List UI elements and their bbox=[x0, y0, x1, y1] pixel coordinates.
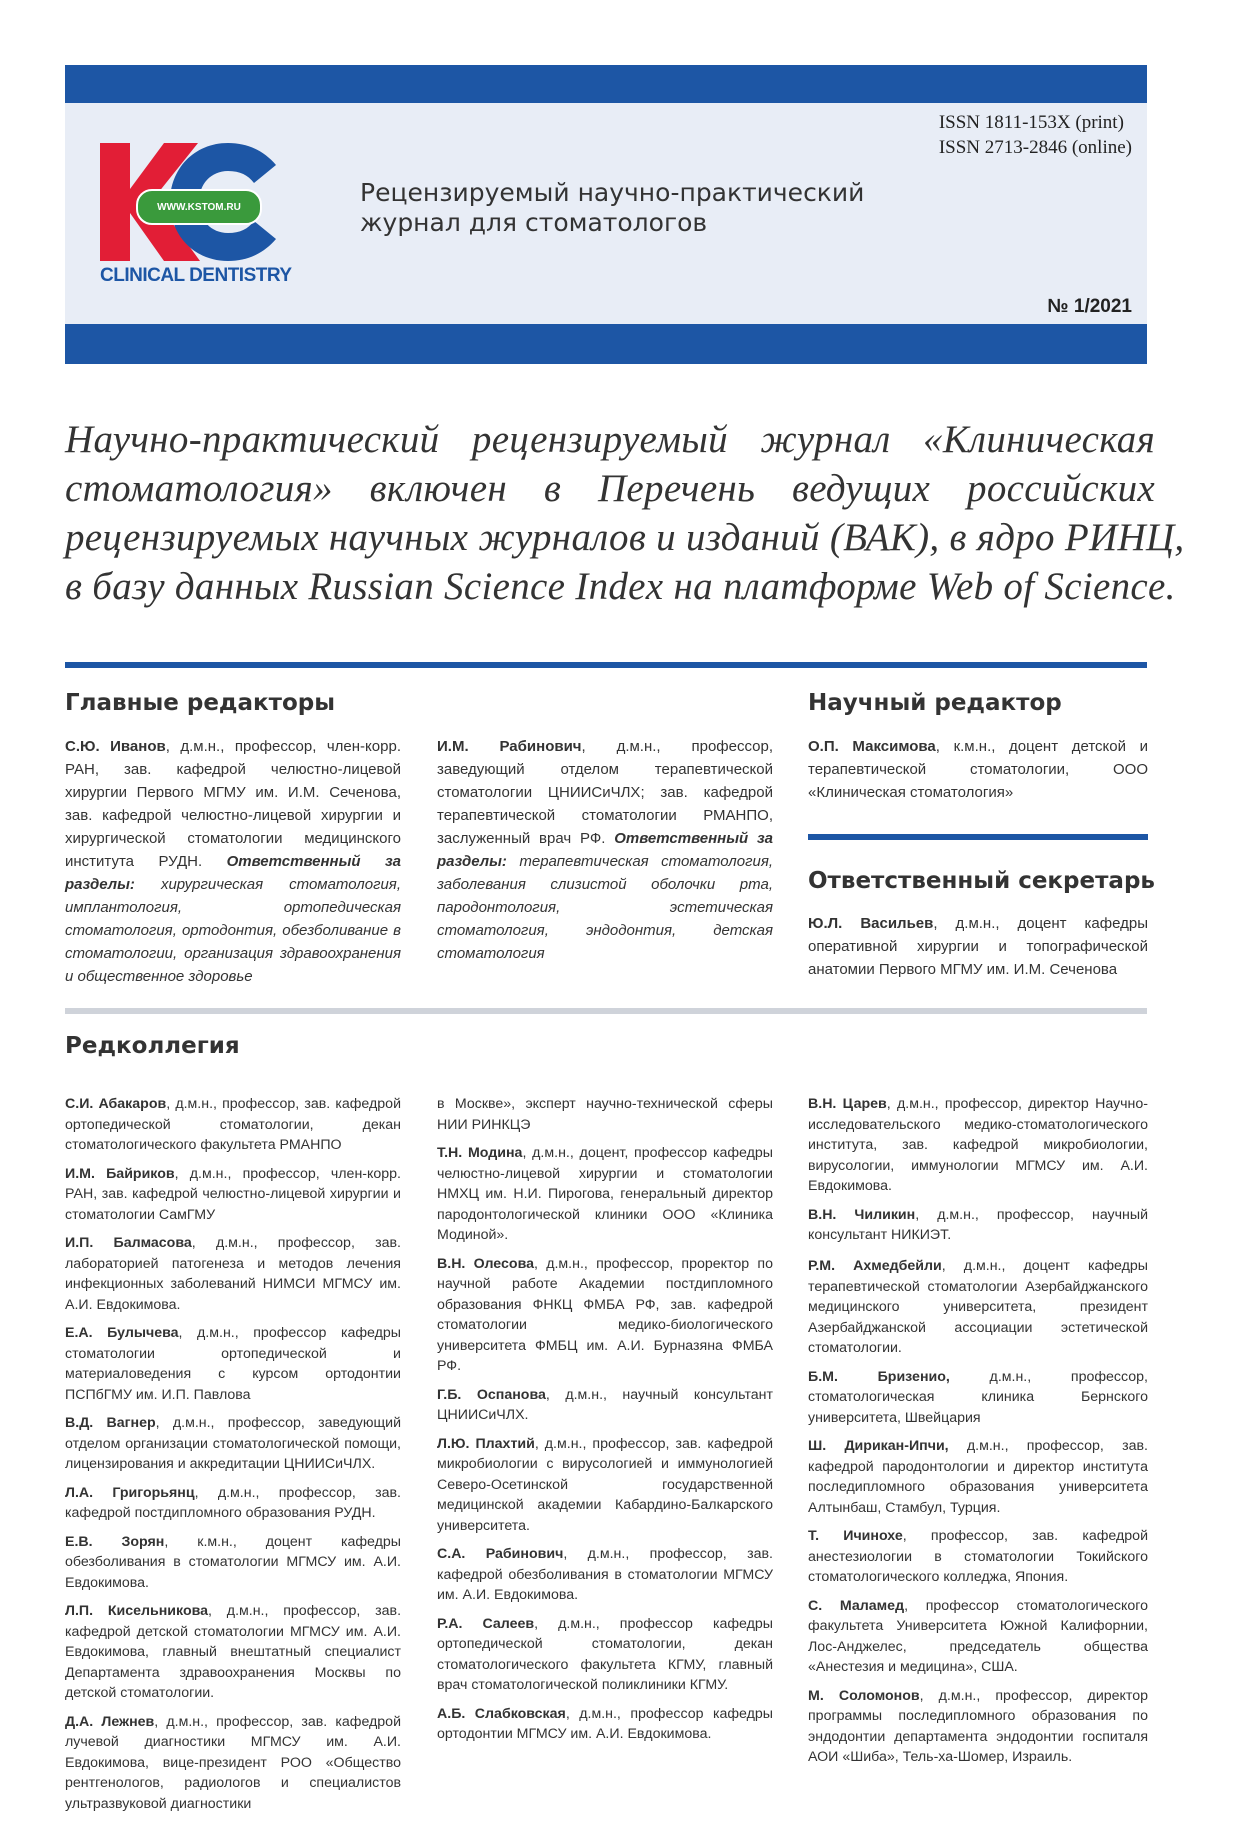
member-name: С. Маламед bbox=[808, 1597, 905, 1614]
member-name: Р.М. Ахмедбейли bbox=[808, 1258, 942, 1274]
board-member bbox=[437, 1385, 773, 1426]
editor-sections: хирургическая стоматология, имплантология, ортопедическая стоматология, ортодонтия, обезболивание в стоматологии, организация здравоохранения и общественное здоровье bbox=[65, 876, 401, 985]
member-description: , д.м.н., профессор, член-корр. РАН, зав. кафедрой челюстно-лицевой хирургии и стоматологии СамГМУ bbox=[65, 1165, 401, 1223]
member-name: В.Н. Царев bbox=[808, 1096, 887, 1112]
member-name: С.А. Рабинович bbox=[437, 1546, 564, 1562]
board-member bbox=[437, 1254, 773, 1377]
editor-sections: терапевтическая стоматология, заболевания слизистой оболочки рта, пародонтология, эстетическая стоматология, эндодонтия, детская стоматология bbox=[437, 853, 773, 962]
member-description: , д.м.н., профессор кафедры ортодонтии МГМСУ им. А.И. Евдокимова. bbox=[437, 1705, 773, 1742]
member-name: Е.В. Зорян bbox=[65, 1533, 165, 1550]
member-description: , д.м.н., профессор, зав. кафедрой обезболивания в стоматологии МГМСУ им. А.И. Евдокимова. bbox=[437, 1546, 774, 1603]
member-name: Р.А. Салеев bbox=[437, 1615, 535, 1632]
editor-name: О.П. Максимова bbox=[808, 738, 936, 755]
member-description: , к.м.н., доцент кафедры обезболивания в стоматологии МГМСУ им. А.И. Евдокимова. bbox=[65, 1533, 402, 1591]
board-member bbox=[437, 1143, 773, 1246]
member-description: , д.м.н., профессор, научный консультант НИКИЭТ. bbox=[808, 1206, 1148, 1243]
board-member bbox=[65, 1532, 401, 1594]
sections-label: Ответственный за разделы: bbox=[437, 830, 773, 870]
member-description: д.м.н., профессор, стоматологическая клиника Бернского университета, Швейцария bbox=[808, 1368, 1148, 1426]
member-name: Т. Ичинохе bbox=[808, 1528, 903, 1544]
member-name: Б.М. Бризенио, bbox=[808, 1368, 950, 1385]
issn-block bbox=[939, 110, 1132, 160]
board-column-2 bbox=[437, 1094, 773, 1753]
member-description: , д.м.н., профессор, зав. лабораторией патогенеза и методов лечения инфекционных заболеваний НИМСИ МГМСУ им. А.И. Евдокимова. bbox=[65, 1235, 401, 1313]
board-divider bbox=[65, 1008, 1147, 1014]
member-description: , д.м.н., профессор, зав. кафедрой лучевой диагностики МГМСУ им. А.И. Евдокимова, вице-президент РОО «Общество рентгенологов, радиологов и специалистов ультразвуковой диагностики bbox=[65, 1713, 402, 1812]
member-description: в Москве», эксперт научно-технической сферы НИИ РИНКЦЭ bbox=[437, 1096, 773, 1133]
member-name: Е.А. Булычева bbox=[65, 1325, 179, 1341]
member-name: В.Н. Чиликин bbox=[808, 1206, 916, 1223]
member-description: , д.м.н., профессор, проректор по научной работе Академии постдипломного образования ФНКЦ ФМБА РФ, зав. кафедрой стоматологии медико-биологического университета ФМБЦ им. А.И. Бурназяна ФМБА РФ. bbox=[437, 1255, 773, 1374]
board-member bbox=[808, 1205, 1148, 1246]
board-member bbox=[65, 1712, 401, 1815]
member-description: , д.м.н., профессор, зав. кафедрой детской стоматологии МГМСУ им. А.И. Евдокимова, главный внештатный специалист Департамента здравоохранения Москвы по детской стоматологии. bbox=[65, 1603, 402, 1701]
member-name: И.М. Байриков bbox=[65, 1165, 175, 1182]
board-member bbox=[65, 1164, 401, 1226]
member-name: С.И. Абакаров bbox=[65, 1096, 167, 1112]
member-description: , д.м.н., доцент, профессор кафедры челюстно-лицевой хирургии и стоматологии НМХЦ им. Н.И. Пирогова, генеральный директор пародонтологической клиники ООО «Клиника Модиной». bbox=[437, 1145, 773, 1243]
member-name: Л.П. Кисельникова bbox=[65, 1603, 209, 1619]
board-column-3 bbox=[808, 1094, 1148, 1254]
member-description: , д.м.н., профессор, заведующий отделом организации стоматологической помощи, лицензирования и аккредитации ЦНИИСиЧЛХ. bbox=[65, 1415, 401, 1472]
board-member bbox=[437, 1434, 773, 1537]
logo-title: CLINICAL DENTISTRY bbox=[100, 265, 292, 286]
member-description: , профессор стоматологического факультета Университета Южной Калифорнии, Лос-Анджелес, председатель общества «Анестезия и медицина», США. bbox=[808, 1597, 1148, 1675]
board-column-3-foreign bbox=[808, 1256, 1148, 1776]
board-member bbox=[808, 1686, 1148, 1768]
statement-line: рецензируемых научных журналов и изданий (ВАК), в ядро РИНЦ, bbox=[65, 516, 1185, 559]
board-member bbox=[65, 1483, 401, 1524]
editor-description: , д.м.н., профессор, член-корр. РАН, зав. кафедрой челюстно-лицевой хирургии Первого МГМУ им. И.М. Сеченова, зав. кафедрой челюстно-лицевой хирургии и хирургической стоматологии медицинского института РУДН. bbox=[65, 738, 401, 870]
board-column-1 bbox=[65, 1094, 401, 1822]
member-name: М. Соломонов bbox=[808, 1687, 920, 1704]
member-description: , д.м.н., научный консультант ЦНИИСиЧЛХ. bbox=[437, 1386, 774, 1423]
statement-line: стоматология» включен в Перечень ведущих российских bbox=[65, 467, 1155, 510]
member-description: , д.м.н., профессор, зав. кафедрой микробиологии с вирусологией и иммунологией Северо-Осетинской государственной медицинской академии Кабардино-Балкарского университета. bbox=[437, 1435, 773, 1534]
editor-name: И.М. Рабинович bbox=[437, 738, 582, 755]
member-description: , д.м.н., профессор кафедры стоматологии ортопедической и материаловедения с курсом ортодонтии ПСПбГМУ им. И.П. Павлова bbox=[65, 1325, 401, 1403]
board-member bbox=[808, 1256, 1148, 1359]
member-name: В.Д. Вагнер bbox=[65, 1415, 156, 1431]
member-description: , д.м.н., профессор, зав. кафедрой постдипломного образования РУДН. bbox=[65, 1484, 402, 1521]
header-bottom-bar bbox=[65, 324, 1147, 364]
member-description: д.м.н., профессор, зав. кафедрой пародонтологии и директор института последипломного образования университета Алтынбаш, Стамбул, Турция. bbox=[808, 1438, 1148, 1516]
tagline-line: Рецензируемый научно-практический bbox=[360, 178, 865, 207]
member-name: Ш. Дирикан-Ипчи, bbox=[808, 1438, 949, 1454]
board-member-continued bbox=[437, 1094, 773, 1135]
member-name: Л.А. Григорьянц bbox=[65, 1484, 195, 1501]
editor-name: Ю.Л. Васильев bbox=[808, 915, 934, 932]
board-member bbox=[65, 1094, 401, 1156]
science-editor bbox=[808, 735, 1148, 804]
board-member bbox=[437, 1544, 773, 1606]
header-top-bar bbox=[65, 65, 1147, 103]
board-member bbox=[808, 1436, 1148, 1518]
sections-label: Ответственный за разделы: bbox=[65, 853, 402, 893]
member-description: , д.м.н., профессор, зав. кафедрой ортопедической стоматологии, декан стоматологического факультета РМАНПО bbox=[65, 1096, 401, 1153]
board-member bbox=[437, 1704, 773, 1745]
member-description: , д.м.н., профессор, директор Научно-исследовательского медико-стоматологического института, зав. кафедрой микробиологии, вирусологии, иммунологии МГМСУ им. А.И. Евдокимова. bbox=[808, 1096, 1148, 1194]
member-name: Т.Н. Модина bbox=[437, 1145, 523, 1161]
member-name: Г.Б. Оспанова bbox=[437, 1386, 546, 1403]
sidebar-divider bbox=[808, 834, 1148, 840]
board-member bbox=[808, 1094, 1148, 1197]
editor-description: , к.м.н., доцент детской и терапевтической стоматологии, ООО «Клиническая стоматология» bbox=[808, 738, 1148, 801]
chief-editor-1 bbox=[65, 735, 401, 988]
editorial-board-heading: Редколлегия bbox=[65, 1033, 240, 1059]
tagline-line: журнал для стоматологов bbox=[360, 208, 708, 237]
issue-number: № 1/2021 bbox=[1047, 296, 1132, 317]
journal-logo bbox=[100, 143, 292, 293]
editor-description: , д.м.н., доцент кафедры оперативной хирургии и топографической анатомии Первого МГМУ им. И.М. Сеченова bbox=[808, 915, 1148, 978]
board-member bbox=[808, 1367, 1148, 1429]
secretary-heading: Ответственный секретарь bbox=[808, 868, 1155, 894]
chief-editor-2 bbox=[437, 735, 773, 965]
member-name: Д.А. Лежнев bbox=[65, 1713, 155, 1730]
logo-url-badge: WWW.KSTOM.RU bbox=[136, 189, 262, 225]
section-divider bbox=[65, 662, 1147, 668]
board-member bbox=[808, 1526, 1148, 1588]
editor-name: С.Ю. Иванов bbox=[65, 738, 166, 755]
board-member bbox=[65, 1323, 401, 1405]
statement-line: Научно-практический рецензируемый журнал «Клиническая bbox=[65, 418, 1155, 461]
board-member bbox=[65, 1233, 401, 1315]
board-member bbox=[808, 1596, 1148, 1678]
member-name: Л.Ю. Плахтий bbox=[437, 1435, 535, 1452]
board-member bbox=[65, 1601, 401, 1704]
chief-editors-heading: Главные редакторы bbox=[65, 690, 336, 716]
journal-tagline bbox=[360, 178, 920, 238]
board-member bbox=[65, 1413, 401, 1475]
issn-print: ISSN 1811-153X (print) bbox=[938, 112, 1124, 133]
member-description: , профессор, зав. кафедрой анестезиологии в стоматологии Токийского стоматологического колледжа, Япония. bbox=[808, 1528, 1148, 1585]
member-name: И.П. Балмасова bbox=[65, 1235, 192, 1251]
member-description: , д.м.н., профессор, директор программы последипломного образования по эндодонтии департамента эндодонтии госпиталя АОИ «Шиба», Тель-ха-Шомер, Израиль. bbox=[808, 1687, 1149, 1765]
member-description: , д.м.н., доцент кафедры терапевтической стоматологии Азербайджанского медицинского университета, президент Азербайджанской ассоциации эстетической стоматологии. bbox=[808, 1258, 1148, 1356]
science-editor-heading: Научный редактор bbox=[808, 690, 1062, 716]
editor-description: , д.м.н., профессор, заведующий отделом терапевтической стоматологии ЦНИИСиЧЛХ; зав. кафедрой терапевтической стоматологии РМАНПО, заслуженный врач РФ. bbox=[437, 738, 773, 847]
executive-secretary bbox=[808, 912, 1148, 981]
member-description: , д.м.н., профессор кафедры ортопедической стоматологии, декан стоматологического факультета КГМУ, главный врач стоматологической поликлиники КГМУ. bbox=[437, 1615, 773, 1693]
issn-online: ISSN 2713-2846 (online) bbox=[938, 137, 1132, 158]
statement-line: в базу данных Russian Science Index на платформе Web of Science. bbox=[65, 565, 1176, 608]
board-member bbox=[437, 1614, 773, 1696]
inclusion-statement bbox=[65, 415, 1185, 611]
member-name: В.Н. Олесова bbox=[437, 1255, 534, 1272]
member-name: А.Б. Слабковская bbox=[437, 1705, 566, 1722]
